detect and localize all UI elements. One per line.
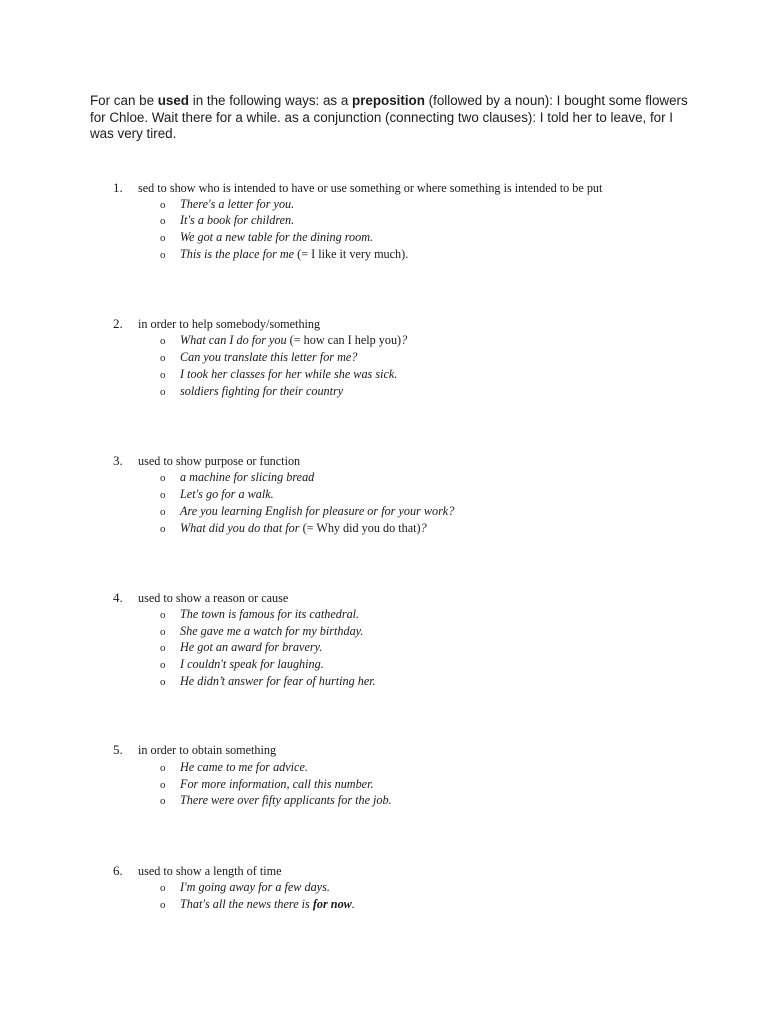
example-tail: ? [420,521,427,535]
example-item [160,520,427,537]
bullet-icon: o [160,249,166,261]
bullet-icon: o [160,472,166,484]
intro-text-2: in the following ways: as a [189,93,353,108]
example-item [160,879,330,896]
example-text: It's a book for children. [180,213,295,227]
example-emphasis: for now [312,897,352,911]
example-item [160,212,294,229]
bullet-icon: o [160,199,166,211]
example-item [160,656,324,673]
example-item [160,896,355,913]
example-text: For more information, call this number. [180,777,374,791]
bullet-icon: o [160,386,166,398]
section-heading [113,742,276,758]
intro-text-1: For can be [90,93,158,108]
example-tail: . [351,897,355,911]
section-number: 6. [113,863,123,878]
section-number: 5. [113,742,123,757]
bullet-icon: o [160,352,166,364]
bullet-icon: o [160,642,166,654]
bullet-icon: o [160,489,166,501]
bullet-icon: o [160,335,166,347]
section-number: 1. [113,180,123,195]
bullet-icon: o [160,626,166,638]
bullet-icon: o [160,899,166,911]
example-item [160,776,374,793]
section-number: 3. [113,453,123,468]
intro-paragraph [90,93,690,143]
example-text: What did you do that for [180,521,300,535]
bullet-icon: o [160,779,166,791]
bullet-icon: o [160,762,166,774]
example-item [160,196,294,213]
example-item [160,606,359,623]
section-heading [113,316,320,332]
example-text: He got an award for bravery. [180,640,323,654]
example-text: This is the place for me [180,247,295,261]
example-note: (= Why did you do that) [299,521,421,535]
section-heading-text: used to show a length of time [138,864,282,878]
bullet-icon: o [160,676,166,688]
example-text: I couldn't speak for laughing. [180,657,324,671]
section-heading [113,863,282,879]
bullet-icon: o [160,795,166,807]
section-heading [113,453,300,469]
bullet-icon: o [160,882,166,894]
example-text: a machine for slicing bread [180,470,315,484]
example-text: Let's go for a walk. [180,487,274,501]
example-item [160,503,454,520]
example-item [160,332,407,349]
example-note: (= how can I help you) [286,333,402,347]
intro-text-3: (followed by a noun): I bought some flowers for Chloe. Wait there for a while. as a conjunction (connecting two clauses): I told her to leave, for I was very tired. [90,93,688,141]
example-item [160,486,274,503]
bullet-icon: o [160,659,166,671]
section-heading [113,180,602,196]
bullet-icon: o [160,232,166,244]
intro-bold-preposition: preposition [352,93,425,108]
example-item [160,246,408,263]
example-text: There were over fifty applicants for the job. [180,793,392,807]
section-heading-text: sed to show who is intended to have or use something or where something is intended to be put [138,181,603,195]
bullet-icon: o [160,506,166,518]
example-text: Are you learning English for pleasure or for your work? [180,504,455,518]
bullet-icon: o [160,215,166,227]
example-item [160,383,343,400]
example-text: He came to me for advice. [180,760,308,774]
section-heading [113,590,288,606]
example-tail: ? [401,333,408,347]
example-text: The town is famous for its cathedral. [180,607,360,621]
section-number: 4. [113,590,123,605]
example-item [160,469,314,486]
example-item [160,792,392,809]
example-text: I'm going away for a few days. [180,880,330,894]
section-heading-text: in order to obtain something [138,743,277,757]
section-number: 2. [113,316,123,331]
example-text: She gave me a watch for my birthday. [180,624,364,638]
example-item [160,673,376,690]
bullet-icon: o [160,609,166,621]
example-text: That's all the news there is [180,897,313,911]
example-text: There's a letter for you. [180,197,295,211]
example-item [160,229,373,246]
section-heading-text: used to show a reason or cause [138,591,289,605]
example-text: What can I do for you [180,333,287,347]
example-item [160,639,322,656]
section-heading-text: in order to help somebody/something [138,317,321,331]
bullet-icon: o [160,369,166,381]
example-text: soldiers fighting for their country [180,384,344,398]
example-item [160,623,363,640]
example-item [160,759,308,776]
example-item [160,366,397,383]
intro-bold-used: used [157,93,189,108]
example-note: (= I like it very much). [294,247,409,261]
example-text: Can you translate this letter for me? [180,350,358,364]
example-item [160,349,357,366]
section-heading-text: used to show purpose or function [138,454,301,468]
example-text: We got a new table for the dining room. [180,230,374,244]
bullet-icon: o [160,523,166,535]
example-text: He didn’t answer for fear of hurting her. [180,674,376,688]
example-text: I took her classes for her while she was sick. [180,367,398,381]
